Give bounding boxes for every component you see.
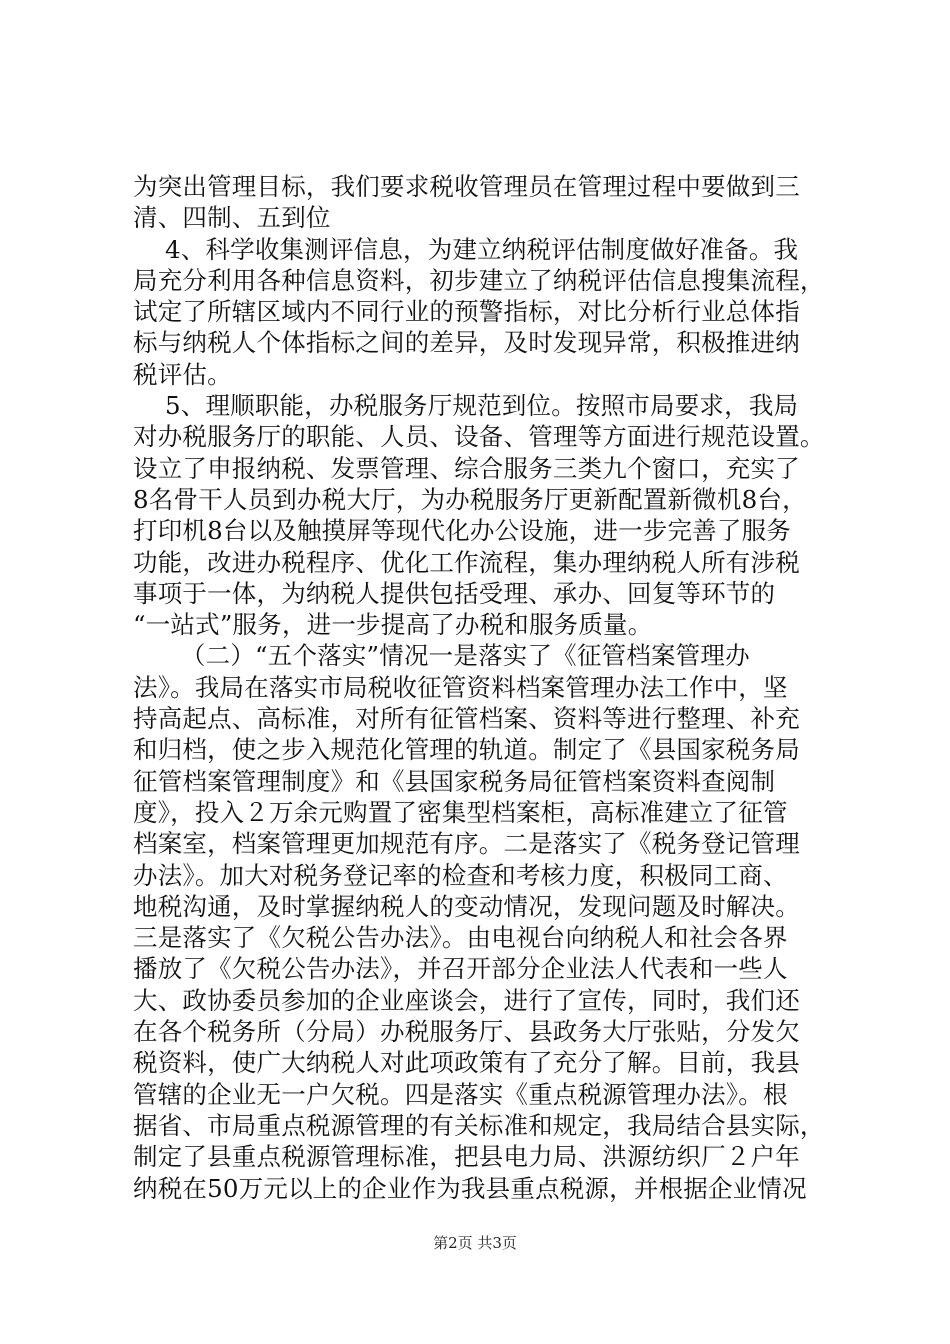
page-number: 第2页 共3页 <box>433 1234 517 1252</box>
text-line: 设立了申报纳税、发票管理、综合服务三类九个窗口，充实了 <box>133 453 800 483</box>
body-text <box>133 171 833 1204</box>
text-line: 税评估。 <box>133 359 232 389</box>
text-line: 打印机8台以及触摸屏等现代化办公设施，进一步完善了服务 <box>133 516 791 546</box>
text-line: 纳税在50万元以上的企业作为我县重点税源，并根据企业情况 <box>133 1173 807 1203</box>
text-line: 度》，投入２万余元购置了密集型档案柜，高标准建立了征管 <box>133 797 788 827</box>
text-line: 税资料，使广大纳税人对此项政策有了充分了解。目前，我县 <box>133 1048 800 1078</box>
text-line: 功能，改进办税程序、优化工作流程，集办理纳税人所有涉税 <box>133 547 800 577</box>
text-line: 清、四制、五到位 <box>133 203 331 233</box>
text-line: 征管档案管理制度》和《县国家税务局征管档案资料查阅制 <box>133 766 776 796</box>
text-line: 为突出管理目标，我们要求税收管理员在管理过程中要做到三 <box>133 172 800 201</box>
text-line: 局充分利用各种信息资料，初步建立了纳税评估信息搜集流程， <box>133 265 825 295</box>
text-line: 和归档，使之步入规范化管理的轨道。制定了《县国家税务局 <box>133 735 800 765</box>
text-line: 大、政协委员参加的企业座谈会，进行了宣传，同时，我们还 <box>133 985 800 1015</box>
text-line: 持高起点、高标准，对所有征管档案、资料等进行整理、补充 <box>133 704 800 734</box>
text-line: 事项于一体，为纳税人提供包括受理、承办、回复等环节的 <box>133 578 776 608</box>
page-footer <box>0 1233 950 1253</box>
text-line: 4、科学收集测评信息，为建立纳税评估制度做好准备。我 <box>133 234 799 264</box>
text-line: 法》。我局在落实市局税收征管资料档案管理办法工作中，坚 <box>133 672 788 702</box>
text-line: 5、理顺职能，办税服务厅规范到位。按照市局要求，我局 <box>133 391 799 421</box>
text-line: 播放了《欠税公告办法》，并召开部分企业法人代表和一些人 <box>133 954 788 984</box>
text-line: “一站式”服务，进一步提高了办税和服务质量。 <box>133 610 653 640</box>
text-line: 地税沟通，及时掌握纳税人的变动情况，发现问题及时解决。 <box>133 891 800 921</box>
text-line: 办法》。加大对税务登记率的检查和考核力度，积极同工商、 <box>133 860 788 890</box>
text-line: 在各个税务所（分局）办税服务厅、县政务大厅张贴，分发欠 <box>133 1017 800 1047</box>
text-line: 制定了县重点税源管理标准，把县电力局、洪源纺织厂２户年 <box>133 1142 800 1172</box>
text-line: 档案室，档案管理更加规范有序。二是落实了《税务登记管理 <box>133 829 800 859</box>
text-line: 据省、市局重点税源管理的有关标准和规定，我局结合县实际， <box>133 1110 825 1140</box>
text-line: （二）“五个落实”情况一是落实了《征管档案管理办 <box>133 641 750 671</box>
text-line: 试定了所辖区域内不同行业的预警指标，对比分析行业总体指 <box>133 297 800 327</box>
text-line: 8名骨干人员到办税大厅，为办税服务厅更新配置新微机8台， <box>133 484 807 514</box>
text-line: 管辖的企业无一户欠税。四是落实《重点税源管理办法》。根 <box>133 1079 788 1109</box>
text-line: 标与纳税人个体指标之间的差异，及时发现异常，积极推进纳 <box>133 328 800 358</box>
text-line: 对办税服务厅的职能、人员、设备、管理等方面进行规范设置。 <box>133 422 825 452</box>
text-line: 三是落实了《欠税公告办法》。由电视台向纳税人和社会各界 <box>133 923 788 953</box>
